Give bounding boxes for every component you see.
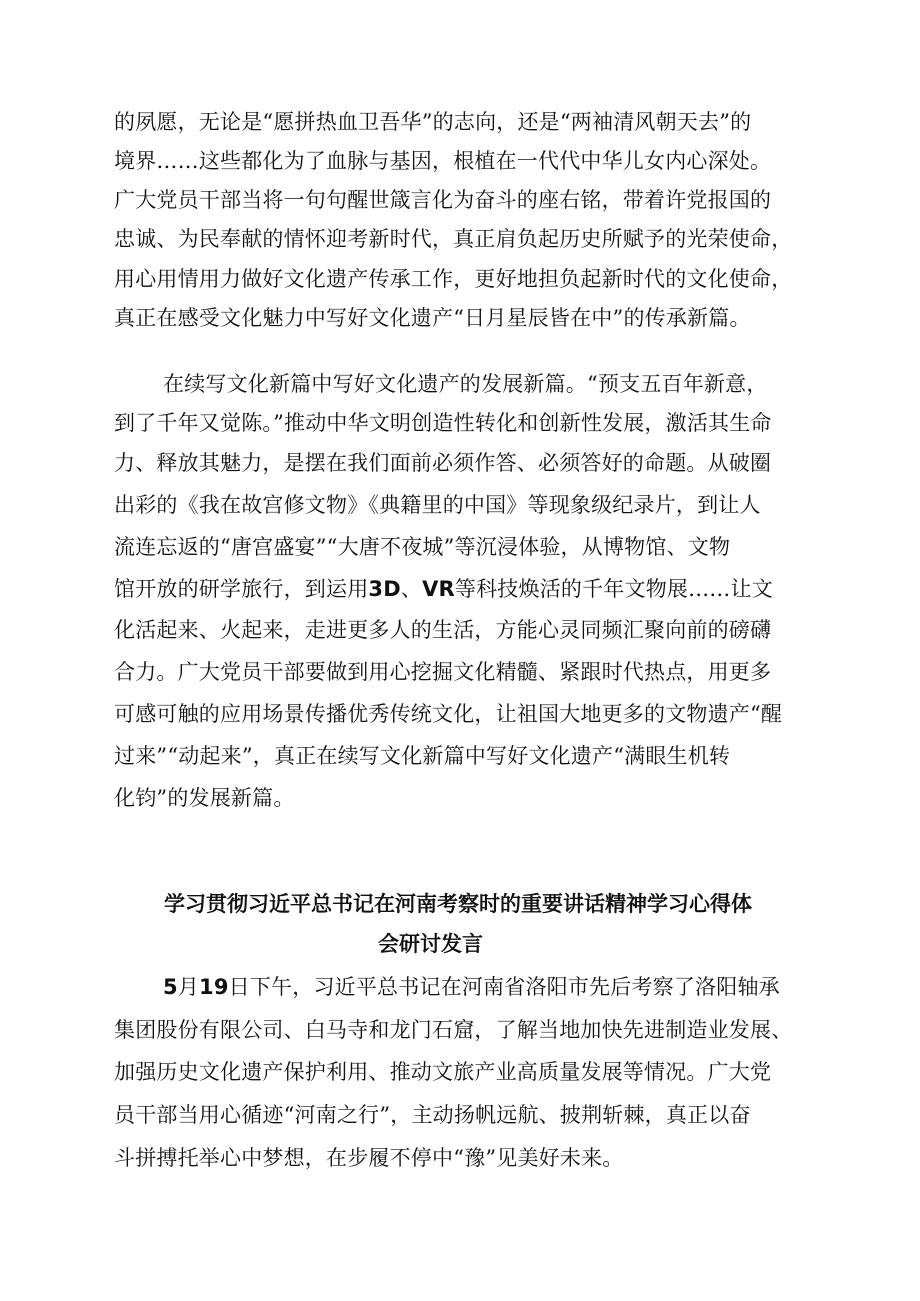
date-month-number: 5 — [163, 975, 178, 999]
paragraph2-line-7: 化活起来、火起来，走进更多人的生活，方能心灵同频汇聚向前的磅礴 — [114, 618, 772, 642]
paragraph1-line-2: 境界……这些都化为了血脉与基因，根植在一代代中华儿女内心深处。 — [114, 149, 772, 173]
paragraph1-line-3: 广大党员干部当将一句句醒世箴言化为奋斗的座右铭，带着许党报国的 — [114, 188, 772, 212]
paragraph3-line-1-rest: 日下午，习近平总书记在河南省洛阳市先后考察了洛阳轴承 — [228, 975, 780, 999]
paragraph2-line-2: 到了千年又觉陈。”推动中华文明创造性转化和创新性发展，激活其生命 — [114, 411, 772, 435]
paragraph1-line-6: 真正在感受文化魅力中写好文化遗产“日月星辰皆在中”的传承新篇。 — [114, 306, 751, 330]
paragraph2-line-6 — [114, 574, 773, 604]
paragraph2-line-5: 流连忘返的“唐宫盛宴”“大唐不夜城”等沉浸体验，从博物馆、文物 — [114, 535, 731, 559]
date-month-char: 月 — [177, 975, 200, 999]
paragraph3-line-2: 集团股份有限公司、白马寺和龙门石窟，了解当地加快先进制造业发展、 — [114, 1018, 793, 1042]
paragraph2-line-8: 合力。广大党员干部要做到用心挖掘文化精髓、紧跟时代热点，用更多 — [114, 660, 772, 684]
paragraph2-line-1: 在续写文化新篇中写好文化遗产的发展新篇。“预支五百年新意， — [163, 372, 768, 396]
paragraph2-line-6-mid: 、 — [400, 577, 423, 601]
article-heading-line-1: 学习贯彻习近平总书记在河南考察时的重要讲话精神学习心得体 — [164, 892, 752, 916]
paragraph3-line-4: 员干部当用心循迹“河南之行”，主动扬帆远航、披荆斩棘，真正以奋 — [114, 1103, 751, 1127]
paragraph2-line-6-tail: 等科技焕活的千年文物展……让文 — [454, 577, 773, 601]
paragraph3-line-1 — [163, 972, 780, 1002]
paragraph3-line-5: 斗拼搏托举心中梦想，在步履不停中“豫”见美好未来。 — [114, 1146, 624, 1170]
paragraph2-bold-3d: 3D — [368, 577, 401, 601]
date-day-number: 19 — [199, 975, 229, 999]
paragraph2-line-4: 出彩的《我在故宫修文物》《典籍里的中国》等现象级纪录片，到让人 — [114, 493, 761, 517]
article-heading-line-2: 会研讨发言 — [378, 932, 483, 956]
paragraph1-line-4: 忠诚、为民奉献的情怀迎考新时代，真正肩负起历史所赋予的光荣使命， — [114, 227, 793, 251]
paragraph1-line-1: 的夙愿，无论是“愿拼热血卫吾华”的志向，还是“两袖清风朝天去”的 — [114, 110, 752, 134]
paragraph2-line-3: 力、释放其魅力，是摆在我们面前必须作答、必须答好的命题。从破圈 — [114, 451, 772, 475]
paragraph1-line-5: 用心用情用力做好文化遗产传承工作，更好地担负起新时代的文化使命， — [114, 267, 793, 291]
paragraph2-line-11: 化钧”的发展新篇。 — [114, 786, 295, 810]
paragraph2-line-9: 可感可触的应用场景传播优秀传统文化，让祖国大地更多的文物遗产“醒 — [114, 702, 783, 726]
paragraph2-line-10: 过来”“动起来”，真正在续写文化新篇中写好文化遗产“满眼生机转 — [114, 744, 731, 768]
paragraph2-bold-vr: VR — [422, 577, 455, 601]
paragraph2-line-6-start: 馆开放的研学旅行，到运用 — [114, 577, 369, 601]
paragraph3-line-3: 加强历史文化遗产保护利用、推动文旅产业高质量发展等情况。广大党 — [114, 1060, 772, 1084]
